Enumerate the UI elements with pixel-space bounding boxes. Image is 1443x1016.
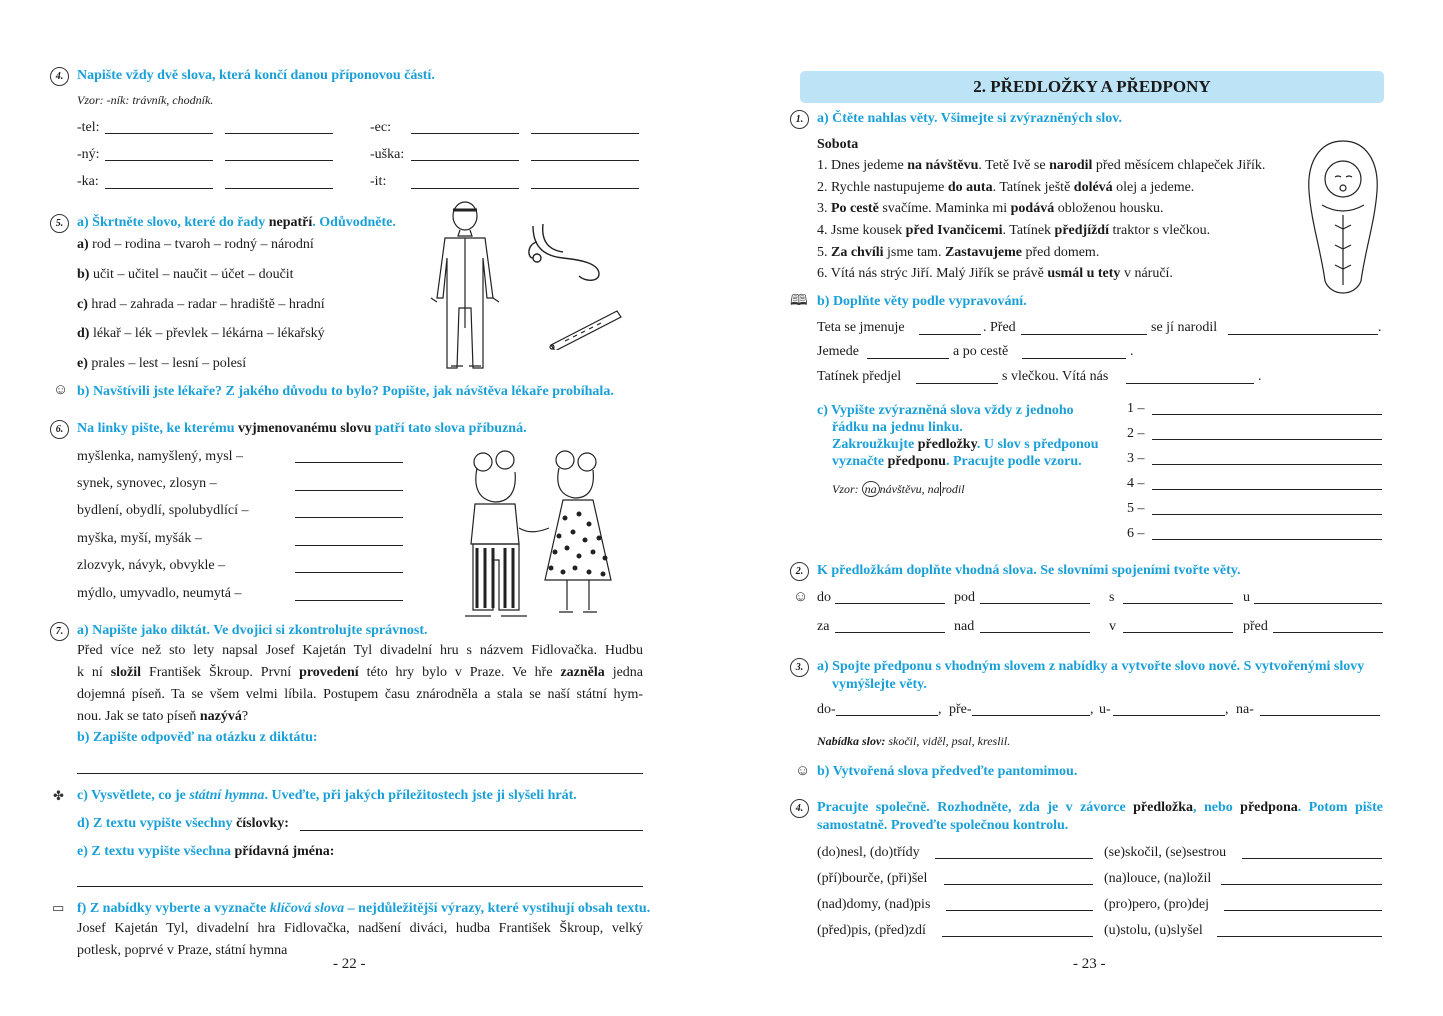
preposition: nad xyxy=(954,619,975,634)
line-number: 6 – xyxy=(1127,526,1145,541)
exercise-4r-title: Pracujte společně. Rozhodněte, zda je v závorce předložka, nebo předpona. Potom pište xyxy=(817,800,1383,815)
fill-label: Teta se jmenuje xyxy=(817,320,905,335)
answer-line[interactable] xyxy=(295,462,403,463)
separator: , xyxy=(938,702,942,717)
exercise-6-title: Na linky pište, ke kterému vyjmenovanému slovu patří tato slova příbuzná. xyxy=(77,421,527,436)
title-part: . Odůvodněte. xyxy=(312,215,396,230)
prefix: pře- xyxy=(949,702,972,717)
answer-line[interactable] xyxy=(295,572,403,573)
answer-line[interactable] xyxy=(105,160,213,161)
doctor-illustration xyxy=(415,198,515,380)
preposition: před xyxy=(1243,619,1268,634)
speaking-icon: ☺ xyxy=(793,589,809,605)
answer-line[interactable] xyxy=(531,160,639,161)
fill-label: . xyxy=(1130,344,1134,359)
title-part: a) Škrtněte slovo, které do řady xyxy=(77,215,266,230)
story-sentence: 1. Dnes jedeme na návštěvu. Tetě Ivě se narodil před měsícem chlapeček Jiřík. xyxy=(817,158,1266,173)
answer-line[interactable] xyxy=(1152,464,1382,465)
fill-label: . xyxy=(1378,320,1382,335)
answer-line[interactable] xyxy=(1152,514,1382,515)
keywords-text: potlesk, poprvé v Praze, státní hymna xyxy=(77,943,288,958)
thermometer-illustration xyxy=(545,305,625,350)
exercise-4-title: Napište vždy dvě slova, která končí danou příponovou částí. xyxy=(77,68,435,83)
exercise-3b-text: b) Vytvořená slova předveďte pantomimou. xyxy=(817,764,1078,779)
answer-line[interactable] xyxy=(1152,539,1382,540)
preposition: za xyxy=(817,619,830,634)
answer-line[interactable] xyxy=(295,517,403,518)
dictation-line: Před více než sto lety napsal Josef Kajetán Tyl divadelní hru s názvem Fidlovačka. Hudbu xyxy=(77,643,643,658)
word-pair: (na)louce, (na)ložil xyxy=(1104,871,1212,886)
dictation-line: k ní složil František Škroup. První provedení této hry bylo v Praze. Ve hře zazněla jedna xyxy=(77,665,644,680)
line-number: 5 – xyxy=(1127,501,1145,516)
dictation-line: nou. Jak se tato píseň nazývá? xyxy=(77,709,249,724)
separator: , xyxy=(1225,702,1229,717)
answer-line[interactable] xyxy=(411,133,519,134)
preposition: u xyxy=(1243,590,1250,605)
word-pair: (u)stolu, (u)slyšel xyxy=(1104,923,1203,938)
preposition: s xyxy=(1109,590,1115,605)
exercise-4-example: Vzor: -ník: trávník, chodník. xyxy=(77,93,214,107)
suffix-label: -it: xyxy=(370,174,387,189)
exercise-2-number: 2. xyxy=(790,562,809,581)
exercise-3-number: 3. xyxy=(790,658,809,677)
exercise-7b-text: b) Zapište odpověď na otázku z diktátu: xyxy=(77,730,318,745)
answer-line[interactable] xyxy=(1221,884,1382,885)
answer-line[interactable] xyxy=(1152,414,1382,415)
word-row: c) hrad – zahrada – radar – hradiště – hradní xyxy=(77,297,325,312)
exercise-7c-text: c) Vysvětlete, co je státní hymna. Uveďte, při jakých příležitostech jste ji slyšeli hrát. xyxy=(77,788,577,803)
exercise-3a-line1: a) Spojte předponu s vhodným slovem z nabídky a vytvořte slovo nové. S vytvořenými slovy xyxy=(817,659,1365,674)
suffix-label: -tel: xyxy=(77,120,100,135)
answer-line[interactable] xyxy=(1217,936,1382,937)
answer-line[interactable] xyxy=(916,383,998,384)
exercise-1-number: 1. xyxy=(790,110,809,129)
related-words: myška, myší, myšák – xyxy=(77,531,202,546)
word-pair: (do)nesl, (do)třídy xyxy=(817,845,920,860)
word-pair: (pří)bourče, (při)šel xyxy=(817,871,928,886)
answer-line[interactable] xyxy=(1123,632,1233,633)
chapter-banner: 2. PŘEDLOŽKY A PŘEDPONY xyxy=(800,71,1384,103)
speaking-icon: ☺ xyxy=(53,382,69,398)
answer-line[interactable] xyxy=(225,188,333,189)
story-sentence: 6. Vítá nás strýc Jiří. Malý Jiřík se právě usmál u tety v náručí. xyxy=(817,266,1173,281)
line-number: 4 – xyxy=(1127,476,1145,491)
answer-line[interactable] xyxy=(300,830,643,831)
answer-line[interactable] xyxy=(1123,603,1233,604)
suffix-label: -ný: xyxy=(77,147,100,162)
answer-line[interactable] xyxy=(531,188,639,189)
answer-line[interactable] xyxy=(295,545,403,546)
exercise-3a-line2: vymýšlejte věty. xyxy=(832,677,927,692)
answer-line[interactable] xyxy=(1021,334,1147,335)
exercise-7f-text: f) Z nabídky vyberte a vyznačte klíčová slova – nejdůležitější výrazy, které vystihují obsah textu. xyxy=(77,901,651,916)
fill-label: . Před xyxy=(983,320,1016,335)
exercise-1c-line3: Zakroužkujte předložky. U slov s předponou xyxy=(832,437,1099,452)
line-number: 3 – xyxy=(1127,451,1145,466)
book-icon: 🕮 xyxy=(790,293,808,309)
answer-line[interactable] xyxy=(1152,489,1382,490)
answer-line[interactable] xyxy=(77,886,643,887)
answer-line[interactable] xyxy=(1254,603,1382,604)
exercise-5b-text: b) Navštívili jste lékaře? Z jakého důvodu to bylo? Popište, jak návštěva lékaře probíhala. xyxy=(77,384,614,399)
word-row: b) učit – učitel – naučit – účet – doučit xyxy=(77,267,294,282)
prefix: na- xyxy=(1236,702,1254,717)
answer-line[interactable] xyxy=(295,600,403,601)
answer-line[interactable] xyxy=(1224,910,1382,911)
exercise-5-number: 5. xyxy=(50,214,69,233)
answer-line[interactable] xyxy=(836,715,938,716)
line-number: 2 – xyxy=(1127,426,1145,441)
keywords-text: Josef Kajetán Tyl, divadelní hra Fidlovačka, nadšení diváci, hudba František Škroup, velký xyxy=(77,921,643,936)
related-words: myšlenka, namyšlený, mysl – xyxy=(77,449,244,464)
exercise-1a-title: a) Čtěte nahlas věty. Všimejte si zvýrazněných slov. xyxy=(817,111,1122,126)
story-sentence: 5. Za chvíli jsme tam. Zastavujeme před domem. xyxy=(817,245,1100,260)
answer-line[interactable] xyxy=(835,603,945,604)
answer-line[interactable] xyxy=(935,858,1093,859)
exercise-6-number: 6. xyxy=(50,420,69,439)
answer-line[interactable] xyxy=(1228,334,1378,335)
exercise-2-title: K předložkám doplňte vhodná slova. Se slovními spojeními tvořte věty. xyxy=(817,563,1241,578)
suffix-label: -ec: xyxy=(370,120,391,135)
computer-icon: ▭ xyxy=(52,900,65,915)
puzzle-icon: ✤ xyxy=(53,788,64,803)
word-pair: (pro)pero, (pro)dej xyxy=(1104,897,1209,912)
answer-line[interactable] xyxy=(835,632,945,633)
fill-label: a po cestě xyxy=(953,344,1009,359)
exercise-1c-line1: c) Vypište zvýrazněná slova vždy z jednoho xyxy=(817,403,1074,418)
exercise-4-number: 4. xyxy=(50,67,69,86)
suffix-label: -uška: xyxy=(370,147,405,162)
title-keyword: nepatří xyxy=(268,215,313,230)
answer-line[interactable] xyxy=(867,358,949,359)
fill-label: Tatínek předjel xyxy=(817,369,902,384)
answer-line[interactable] xyxy=(1152,439,1382,440)
answer-line[interactable] xyxy=(942,936,1093,937)
suffix-label: -ka: xyxy=(77,174,99,189)
word-pair: (nad)domy, (nad)pis xyxy=(817,897,931,912)
separator: , xyxy=(1090,702,1094,717)
word-pair: (před)pis, (před)zdí xyxy=(817,923,926,938)
dictation-line: dojemná píseň. Ta se všem velmi líbila. Postupem času znárodněla a stala se naší státní hym- xyxy=(77,687,643,702)
related-words: synek, synovec, zlosyn – xyxy=(77,476,217,491)
exercise-7a-title: a) Napište jako diktát. Ve dvojici si zkontrolujte správnost. xyxy=(77,623,428,638)
baby-illustration xyxy=(1302,135,1384,305)
exercise-5-title xyxy=(77,215,396,231)
exercise-7e-text: e) Z textu vypište všechna přídavná jména: xyxy=(77,844,335,859)
answer-line[interactable] xyxy=(105,188,213,189)
exercise-7d-text: d) Z textu vypište všechny číslovky: xyxy=(77,816,289,831)
fill-label: se jí narodil xyxy=(1151,320,1218,335)
answer-line[interactable] xyxy=(77,773,643,774)
right-page xyxy=(740,0,1443,1016)
answer-line[interactable] xyxy=(972,715,1090,716)
answer-line[interactable] xyxy=(946,910,1093,911)
mice-illustration xyxy=(455,448,625,628)
answer-line[interactable] xyxy=(944,884,1093,885)
word-offer: Nabídka slov: skočil, viděl, psal, kreslil. xyxy=(817,734,1011,748)
word-row: e) prales – lest – lesní – polesí xyxy=(77,356,247,371)
line-number: 1 – xyxy=(1127,401,1145,416)
related-words: bydlení, obydlí, spolubydlící – xyxy=(77,503,249,518)
answer-line[interactable] xyxy=(105,133,213,134)
story-heading: Sobota xyxy=(817,137,859,152)
exercise-4r-number: 4. xyxy=(790,799,809,818)
fill-label: . xyxy=(1258,369,1262,384)
answer-line[interactable] xyxy=(1126,383,1254,384)
answer-line[interactable] xyxy=(411,188,519,189)
word-pair: (se)skočil, (se)sestrou xyxy=(1104,845,1227,860)
story-sentence: 2. Rychle nastupujeme do auta. Tatínek ještě dolévá olej a jedeme. xyxy=(817,180,1195,195)
related-words: mýdlo, umyvadlo, neumytá – xyxy=(77,586,242,601)
answer-line[interactable] xyxy=(1242,858,1382,859)
answer-line[interactable] xyxy=(1273,632,1383,633)
prefix: u- xyxy=(1099,702,1111,717)
word-row: a) rod – rodina – tvaroh – rodný – národní xyxy=(77,237,314,252)
speaking-icon: ☺ xyxy=(795,763,811,779)
stethoscope-illustration xyxy=(525,220,605,282)
exercise-1c-line4: vyznačte předponu. Pracujte podle vzoru. xyxy=(832,454,1082,469)
answer-line[interactable] xyxy=(1260,715,1380,716)
answer-line[interactable] xyxy=(980,632,1090,633)
exercise-1c-line2: řádku na jednu linku. xyxy=(832,420,963,435)
preposition: pod xyxy=(954,590,975,605)
page-number: - 23 - xyxy=(1073,956,1106,972)
left-page xyxy=(0,0,700,1016)
answer-line[interactable] xyxy=(411,160,519,161)
word-row: d) lékař – lék – převlek – lékárna – lékařský xyxy=(77,326,325,341)
preposition: v xyxy=(1109,619,1116,634)
exercise-1b-title: b) Doplňte věty podle vypravování. xyxy=(817,294,1027,309)
page-number: - 22 - xyxy=(333,956,366,972)
answer-line[interactable] xyxy=(531,133,639,134)
answer-line[interactable] xyxy=(1022,358,1126,359)
answer-line[interactable] xyxy=(295,490,403,491)
preposition: do xyxy=(817,590,831,605)
answer-line[interactable] xyxy=(225,160,333,161)
story-sentence: 3. Po cestě svačíme. Maminka mi podává obloženou housku. xyxy=(817,201,1164,216)
answer-line[interactable] xyxy=(919,334,981,335)
prefix: do- xyxy=(817,702,836,717)
exercise-4r-title-line2: samostatně. Proveďte společnou kontrolu. xyxy=(817,818,1069,833)
answer-line[interactable] xyxy=(1113,715,1225,716)
related-words: zlozvyk, návyk, obvykle – xyxy=(77,558,226,573)
exercise-1c-example: Vzor: na návštěvu, na rodil xyxy=(832,482,965,496)
fill-label: s vlečkou. Vítá nás xyxy=(1002,369,1109,384)
answer-line[interactable] xyxy=(980,603,1090,604)
exercise-7-number: 7. xyxy=(50,622,69,641)
story-sentence: 4. Jsme kousek před Ivančicemi. Tatínek předjíždí traktor s vlečkou. xyxy=(817,223,1211,238)
fill-label: Jemede xyxy=(817,344,859,359)
answer-line[interactable] xyxy=(225,133,333,134)
